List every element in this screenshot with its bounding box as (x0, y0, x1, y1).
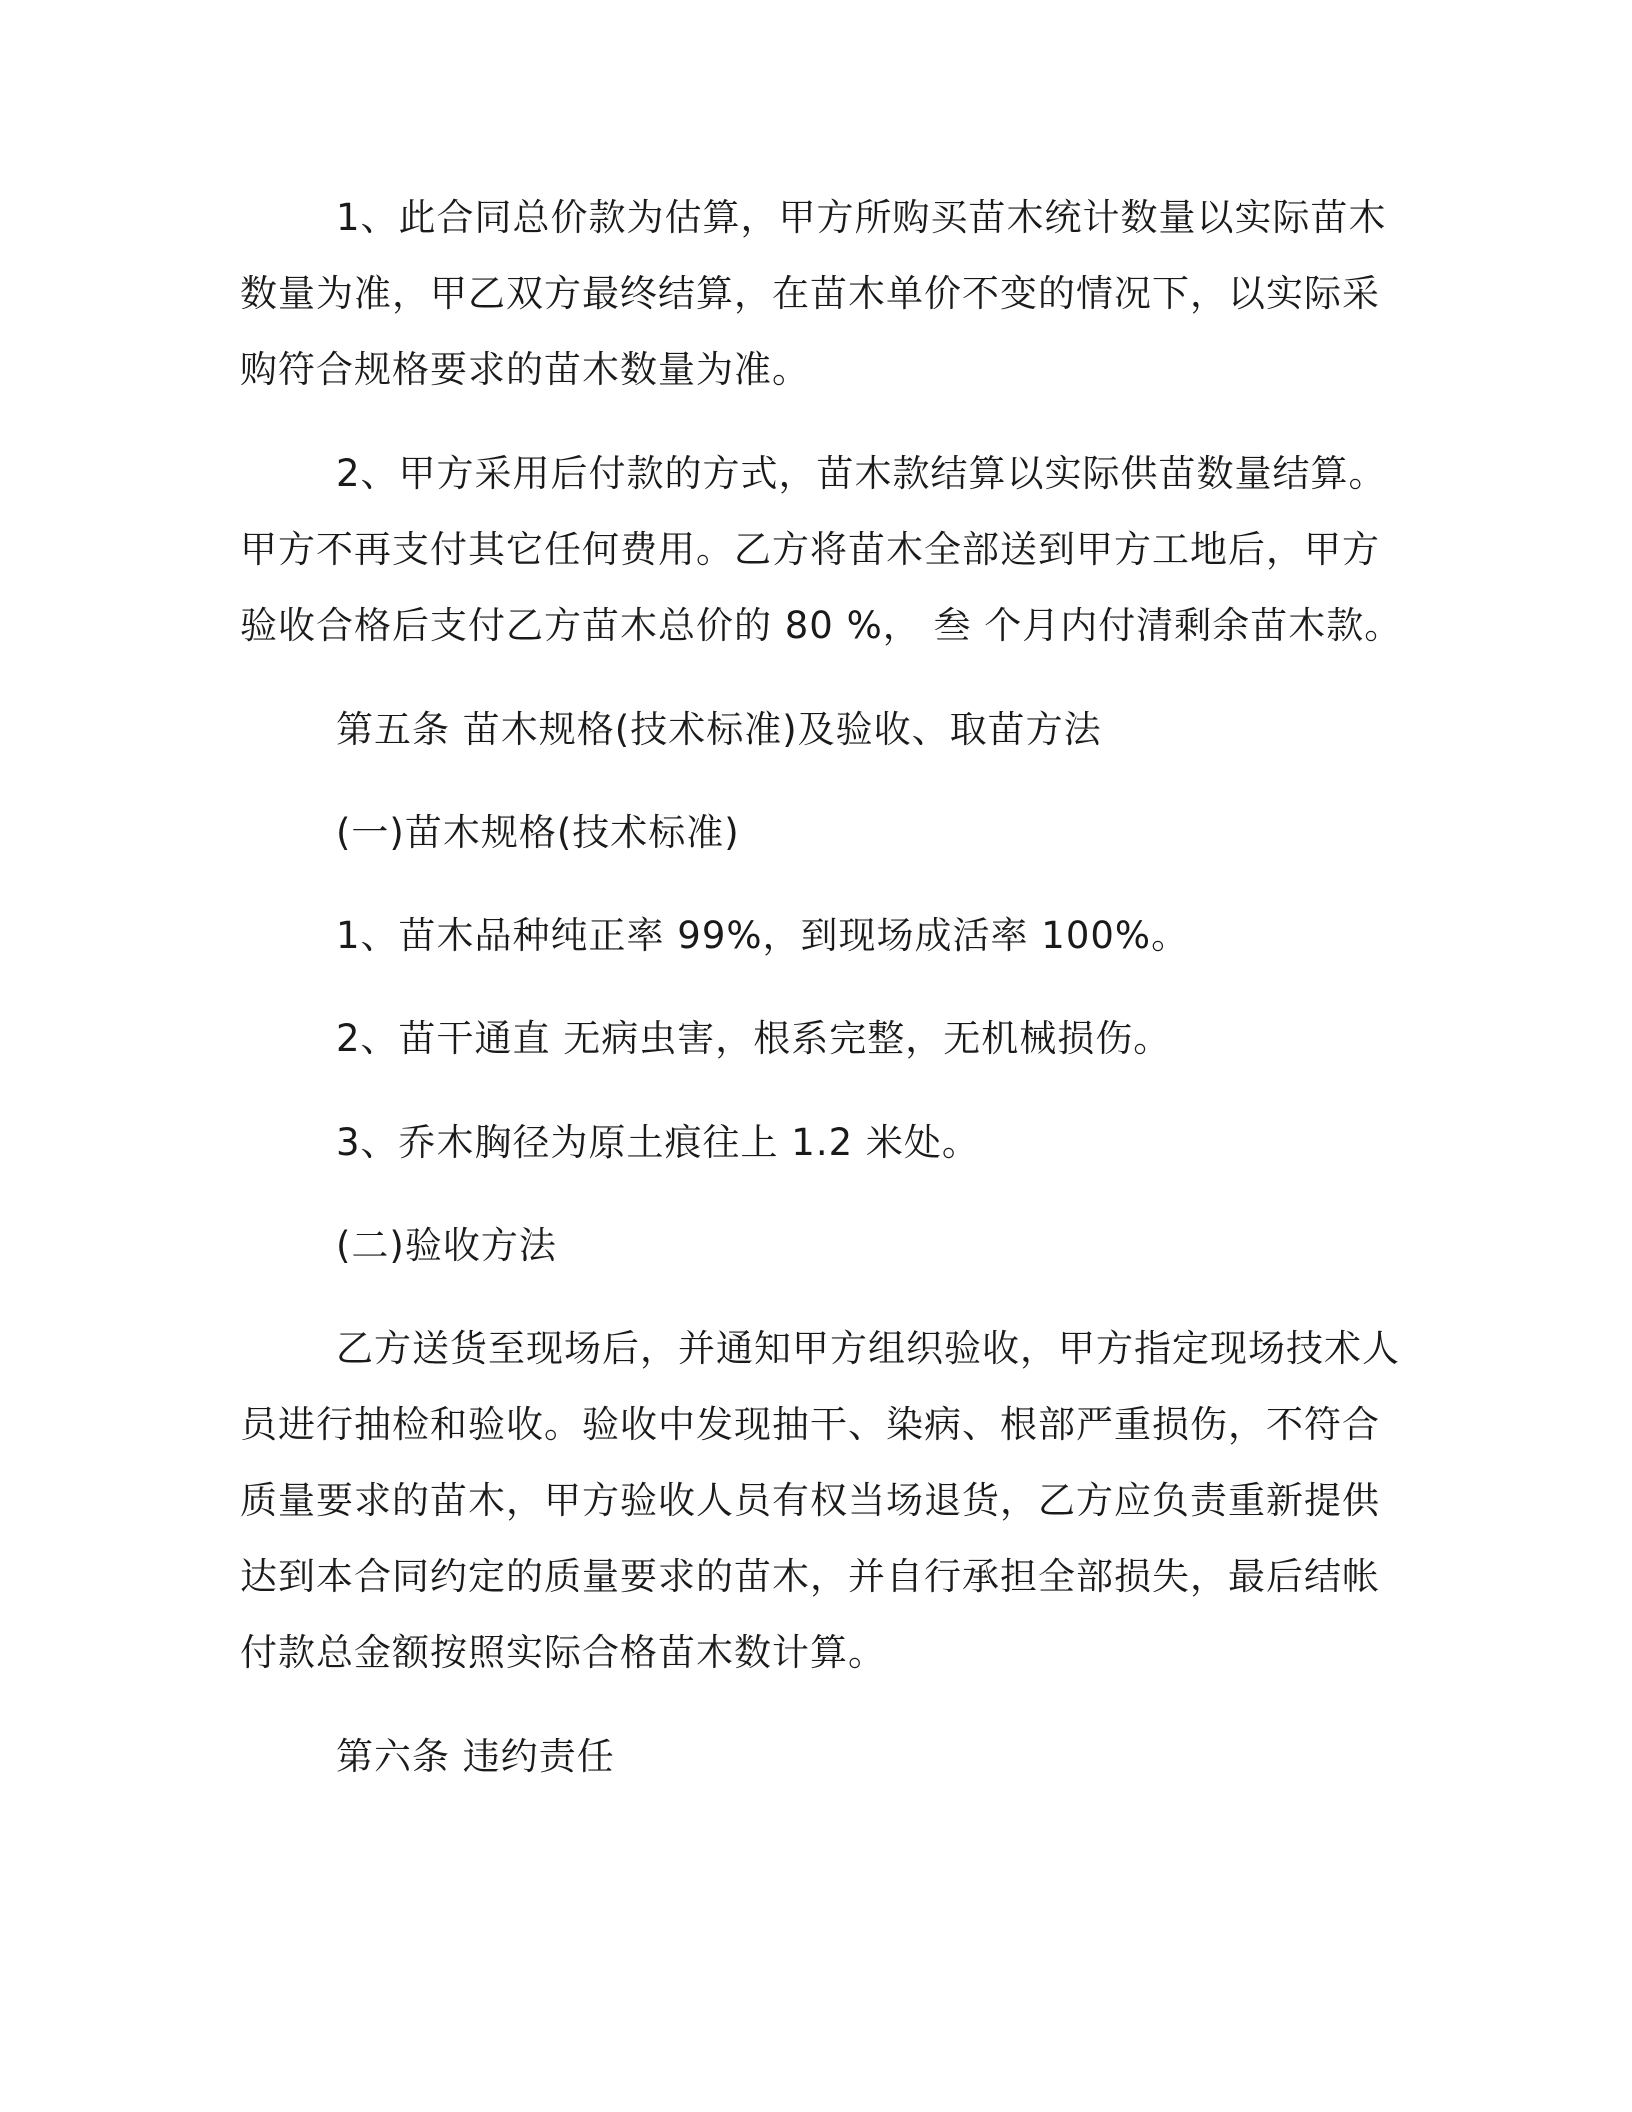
acceptance-line-1: 乙方送货至现场后，并通知甲方组织验收，甲方指定现场技术人 (336, 1327, 1400, 1370)
clause-1-line-1: 1、此合同总价款为估算，甲方所购买苗木统计数量以实际苗木 (336, 196, 1387, 239)
clause-2-line-1: 2、甲方采用后付款的方式，苗木款结算以实际供苗数量结算。 (336, 452, 1387, 495)
clause-1-line-3: 购符合规格要求的苗木数量为准。 (240, 348, 810, 391)
article-5-heading: 第五条 苗木规格(技术标准)及验收、取苗方法 (336, 708, 1102, 751)
acceptance-line-5: 付款总金额按照实际合格苗木数计算。 (240, 1631, 886, 1674)
clause-2-line-2: 甲方不再支付其它任何费用。乙方将苗木全部送到甲方工地后，甲方 (240, 528, 1380, 571)
clause-1-line-2: 数量为准，甲乙双方最终结算，在苗木单价不变的情况下，以实际采 (240, 272, 1380, 315)
spec-item-2: 2、苗干通直 无病虫害，根系完整，无机械损伤。 (336, 1017, 1172, 1060)
acceptance-line-2: 员进行抽检和验收。验收中发现抽干、染病、根部严重损伤，不符合 (240, 1403, 1380, 1446)
spec-item-1: 1、苗木品种纯正率 99%，到现场成活率 100%。 (336, 914, 1190, 957)
section-1-heading: (一)苗木规格(技术标准) (336, 811, 740, 854)
spec-item-3: 3、乔木胸径为原土痕往上 1.2 米处。 (336, 1121, 980, 1164)
acceptance-line-3: 质量要求的苗木，甲方验收人员有权当场退货，乙方应负责重新提供 (240, 1479, 1380, 1522)
clause-2-line-3: 验收合格后支付乙方苗木总价的 80 %， 叁 个月内付清剩余苗木款。 (240, 604, 1403, 647)
article-6-heading: 第六条 违约责任 (336, 1735, 615, 1778)
acceptance-line-4: 达到本合同约定的质量要求的苗木，并自行承担全部损失，最后结帐 (240, 1555, 1380, 1598)
section-2-heading: (二)验收方法 (336, 1224, 557, 1267)
